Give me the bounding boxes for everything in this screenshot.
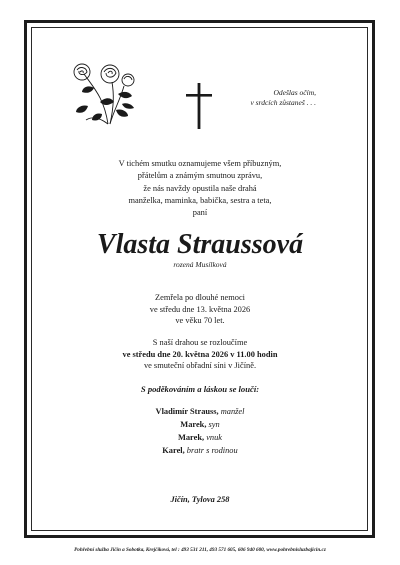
death-info-line: Zemřela po dlouhé nemoci (155, 293, 245, 302)
funeral-date-time: ve středu dne 20. května 2026 v 11.00 hodin (122, 349, 278, 359)
quote-line-2: v srdcích zůstaneš . . . (250, 98, 316, 107)
quote-line-1: Odešlas očím, (273, 88, 316, 97)
rose-icon (64, 58, 148, 128)
memorial-quote (236, 88, 316, 108)
maiden-name: rozená Musílková (173, 260, 227, 269)
announcement-text (40, 158, 360, 219)
mourner-name: Vladimír Strauss, (155, 407, 219, 416)
funeral-service-footer: Pohřební služba Jičín a Sobotka, Krejčíková, tel : 493 531 211, 493 571 605, 606 940 600, www.pohrebnisluzbajicin.cz (74, 547, 326, 553)
announcement-line: že nás navždy opustila naše drahá (143, 183, 257, 193)
mourner-item (40, 444, 360, 457)
mourner-relation: manžel (220, 407, 245, 416)
announcement-line: manželka, maminka, babička, sestra a teta, (128, 195, 272, 205)
mourner-relation: vnuk (206, 433, 223, 442)
mourner-item (40, 431, 360, 444)
family-address: Jičín, Tylova 258 (170, 495, 230, 504)
mourners-title: S poděkováním a láskou se loučí: (140, 384, 260, 394)
cross-icon (186, 83, 212, 129)
mourner-name: Karel, (162, 446, 185, 455)
mourners-list (40, 405, 360, 457)
funeral-info (40, 337, 360, 372)
mourner-item (40, 405, 360, 418)
death-info (40, 292, 360, 327)
mourner-relation: syn (208, 420, 220, 429)
mourner-item (40, 418, 360, 431)
deceased-name: Vlasta Straussová (96, 229, 304, 260)
announcement-line: paní (192, 208, 208, 218)
announcement-line: V tichém smutku oznamujeme všem příbuzným, (118, 159, 282, 168)
funeral-place: ve smuteční obřadní síni v Jičíně. (143, 361, 257, 370)
mourner-relation: bratr s rodinou (186, 446, 238, 455)
death-info-line: ve středu dne 13. května 2026 (149, 304, 251, 314)
mourner-name: Marek, (177, 433, 205, 442)
announcement-line: přátelům a známým smutnou zprávu, (137, 171, 263, 181)
funeral-info-line: S naší drahou se rozloučíme (152, 338, 248, 347)
death-info-line: ve věku 70 let. (175, 316, 225, 325)
mourner-name: Marek, (180, 420, 207, 429)
